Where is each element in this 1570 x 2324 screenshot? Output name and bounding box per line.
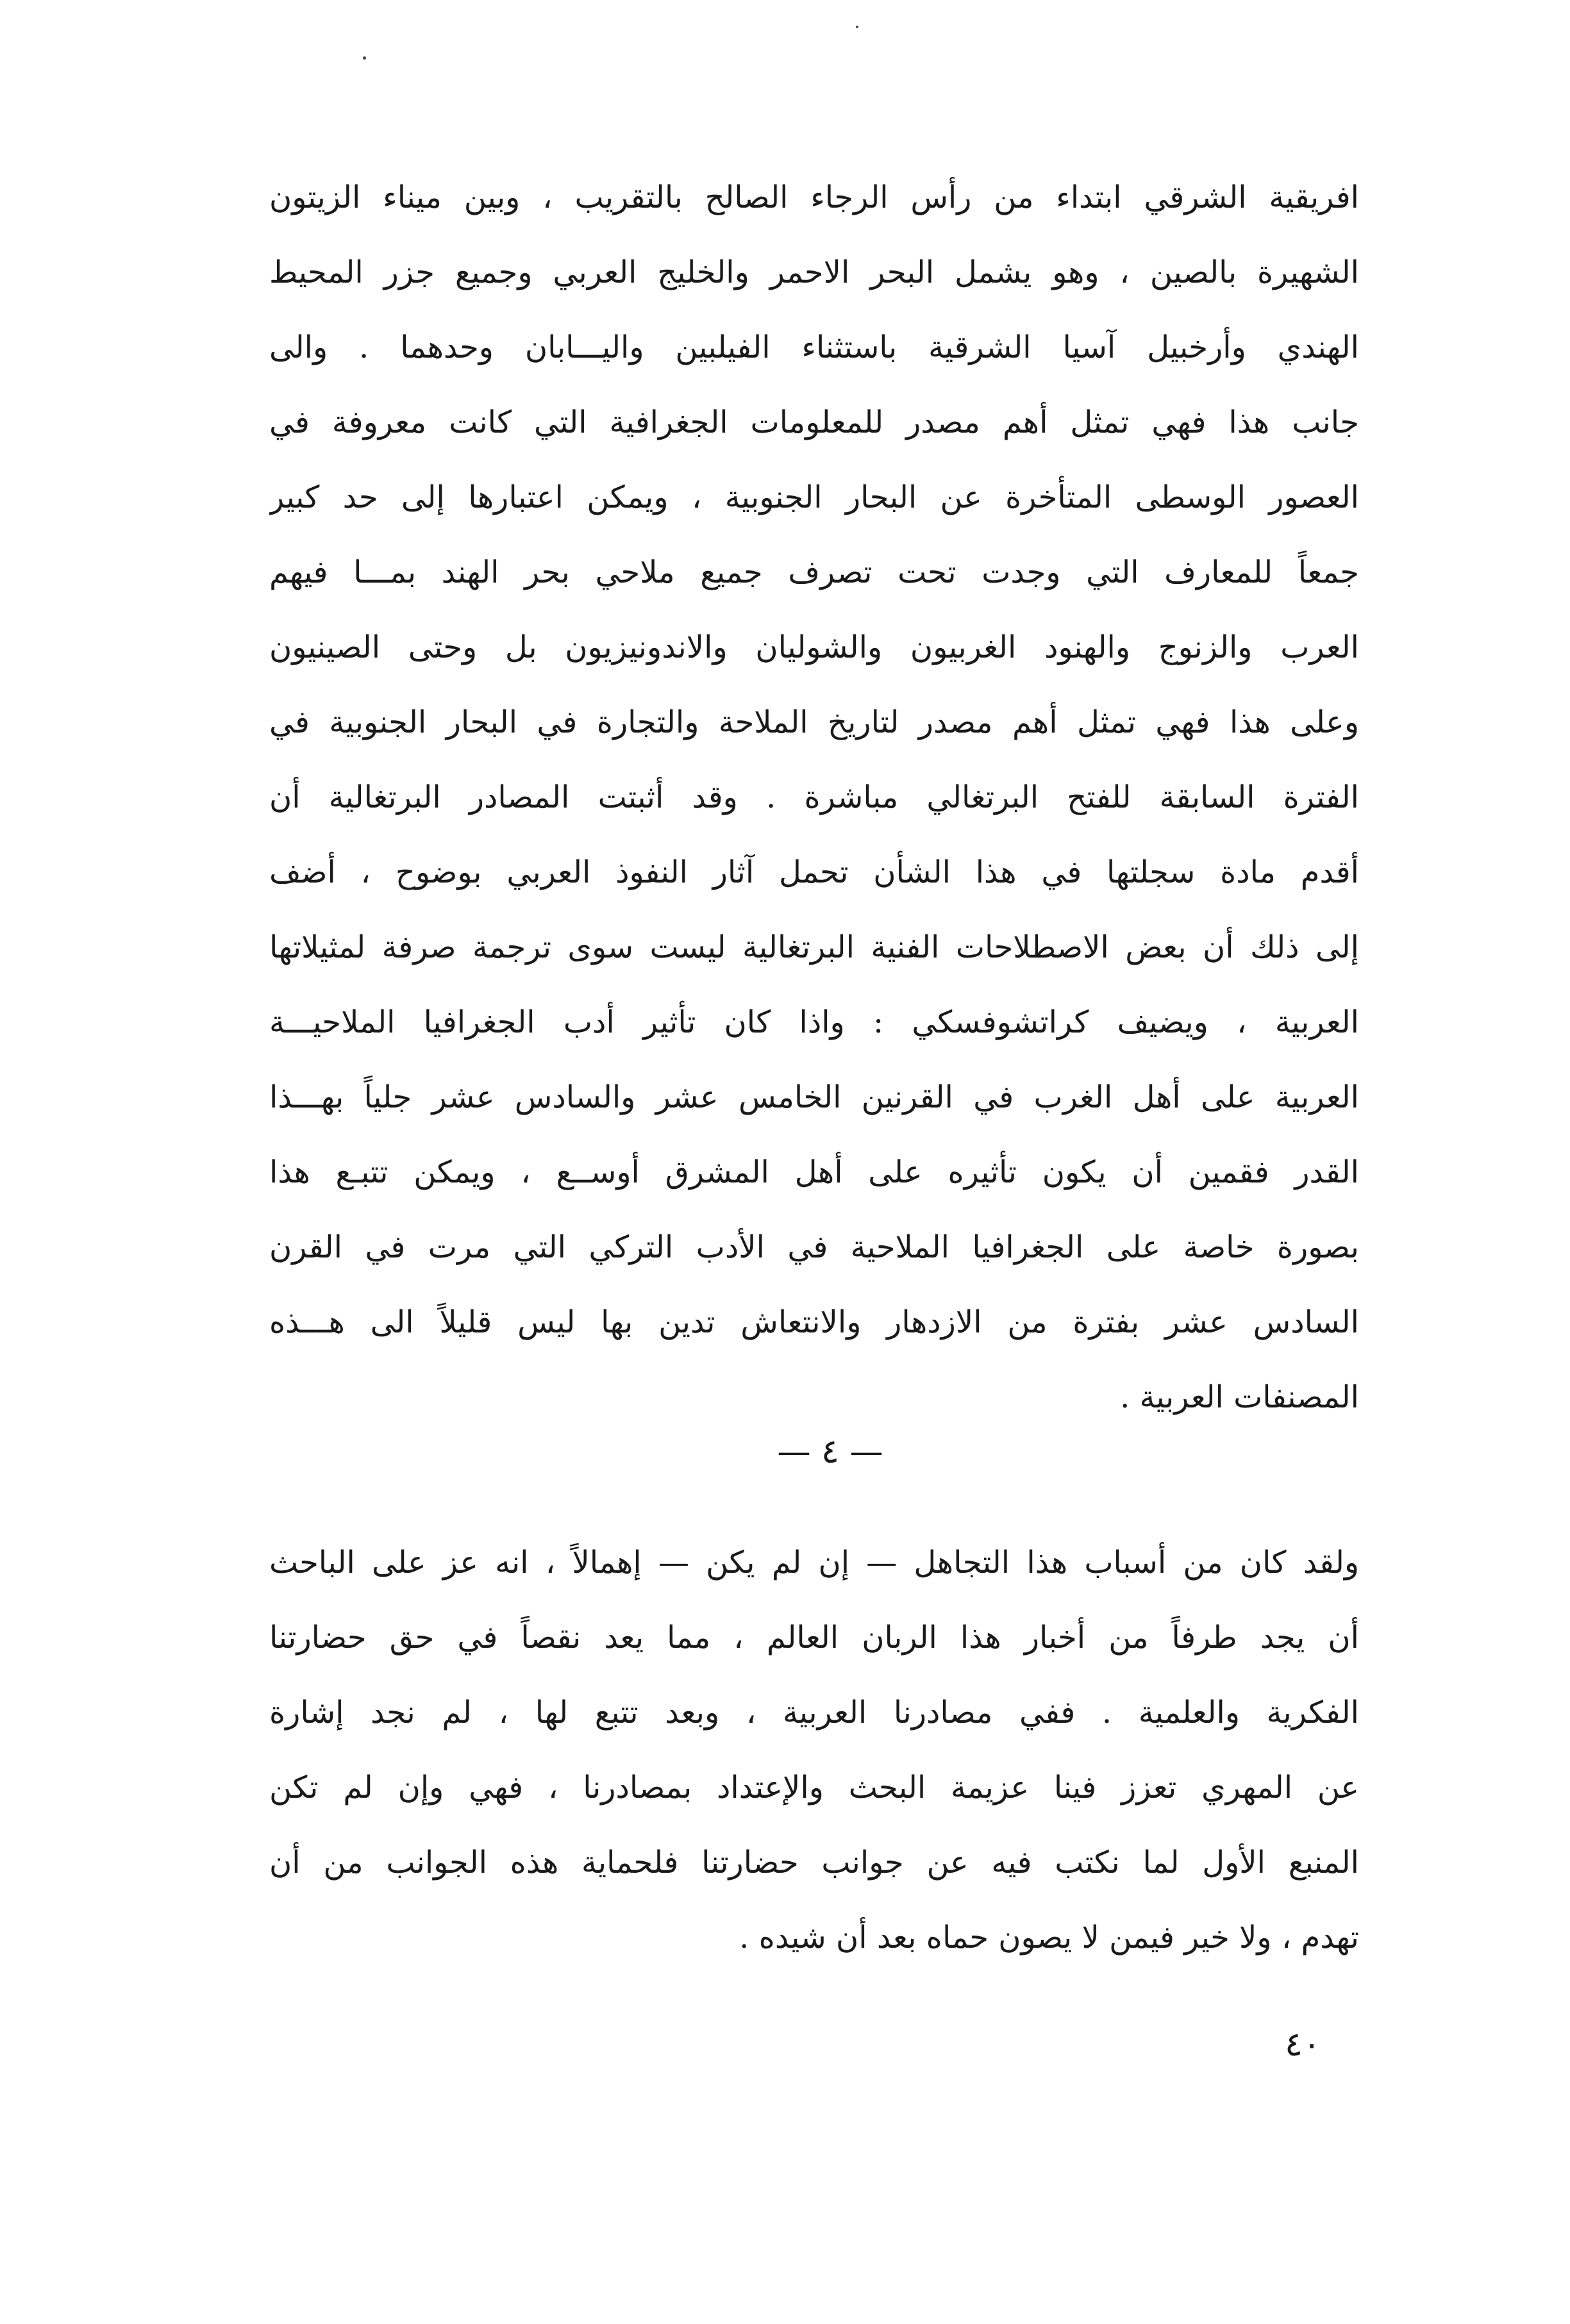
section-number: — ٤ — — [777, 1432, 883, 1471]
text-line: إلى ذلك أن بعض الاصطلاحات الفنية البرتغالية ليست سوى ترجمة صرفة لمثيلاتها — [269, 929, 1359, 965]
text-line: المنبع الأول لما نكتب فيه عن جوانب حضارتنا فلحماية هذه الجوانب من أن — [269, 1845, 1359, 1880]
text-line: ولقد كان من أسباب هذا التجاهل — إن لم يكن — إهمالاً ، انه عز على الباحث — [269, 1545, 1359, 1581]
text-line: جمعاً للمعارف التي وجدت تحت تصرف جميع ملاحي بحر الهند بمـــا فيهم — [269, 554, 1359, 590]
text-line: عن المهري تعزز فينا عزيمة البحث والإعتداد بمصادرنا ، فهي وإن لم تكن — [269, 1770, 1359, 1805]
text-line: تهدم ، ولا خير فيمن لا يصون حماه بعد أن شيده . — [739, 1920, 1359, 1955]
text-line: العصور الوسطى المتأخرة عن البحار الجنوبية ، ويمكن اعتبارها إلى حد كبير — [269, 479, 1359, 515]
text-line: المصنفات العربية . — [1120, 1379, 1359, 1415]
scan-speck — [363, 56, 366, 60]
paragraph-2 — [269, 1525, 1359, 1975]
text-line: بصورة خاصة على الجغرافيا الملاحية في الأدب التركي التي مرت في القرن — [269, 1229, 1359, 1265]
text-line: الفكرية والعلمية . ففي مصادرنا العربية ، وبعد تتبع لها ، لم نجد إشارة — [269, 1695, 1359, 1731]
text-line: جانب هذا فهي تمثل أهم مصدر للمعلومات الجغرافية التي كانت معروفة في — [269, 404, 1359, 440]
text-line: العرب والزنوج والهنود الغربيون والشوليان والاندونيزيون بل وحتى الصينيون — [269, 629, 1359, 665]
scan-speck — [856, 26, 858, 28]
paragraph-1 — [269, 160, 1359, 1435]
text-line: العربية ، ويضيف كراتشوفسكي : واذا كان تأثير أدب الجغرافيا الملاحيـــة — [269, 1004, 1359, 1040]
text-line: القدر فقمين أن يكون تأثيره على أهل المشرق أوســع ، ويمكن تتبـع هذا — [269, 1154, 1359, 1190]
text-line: وعلى هذا فهي تمثل أهم مصدر لتاريخ الملاحة والتجارة في البحار الجنوبية في — [269, 704, 1359, 740]
text-line: أن يجد طرفاً من أخبار هذا الربان العالم ، مما يعد نقصاً في حق حضارتنا — [269, 1620, 1359, 1656]
text-line: افريقية الشرقي ابتداء من رأس الرجاء الصالح بالتقريب ، وبين ميناء الزيتون — [269, 179, 1359, 215]
text-line: الفترة السابقة للفتح البرتغالي مباشرة . وقد أثبتت المصادر البرتغالية أن — [269, 779, 1359, 815]
text-line: أقدم مادة سجلتها في هذا الشأن تحمل آثار النفوذ العربي بوضوح ، أضف — [269, 854, 1359, 890]
text-line: السادس عشر بفترة من الازدهار والانتعاش تدين بها ليس قليلاً الى هـــذه — [269, 1304, 1359, 1340]
text-line: الشهيرة بالصين ، وهو يشمل البحر الاحمر والخليج العربي وجميع جزر المحيط — [269, 254, 1359, 290]
text-line: الهندي وأرخبيل آسيا الشرقية باستثناء الفيلبين واليـــابان وحدهما . والى — [269, 329, 1359, 365]
text-line: العربية على أهل الغرب في القرنين الخامس عشر والسادس عشر جلياً بهـــذا — [269, 1079, 1359, 1115]
page-number: ٤٠ — [1285, 2025, 1321, 2064]
